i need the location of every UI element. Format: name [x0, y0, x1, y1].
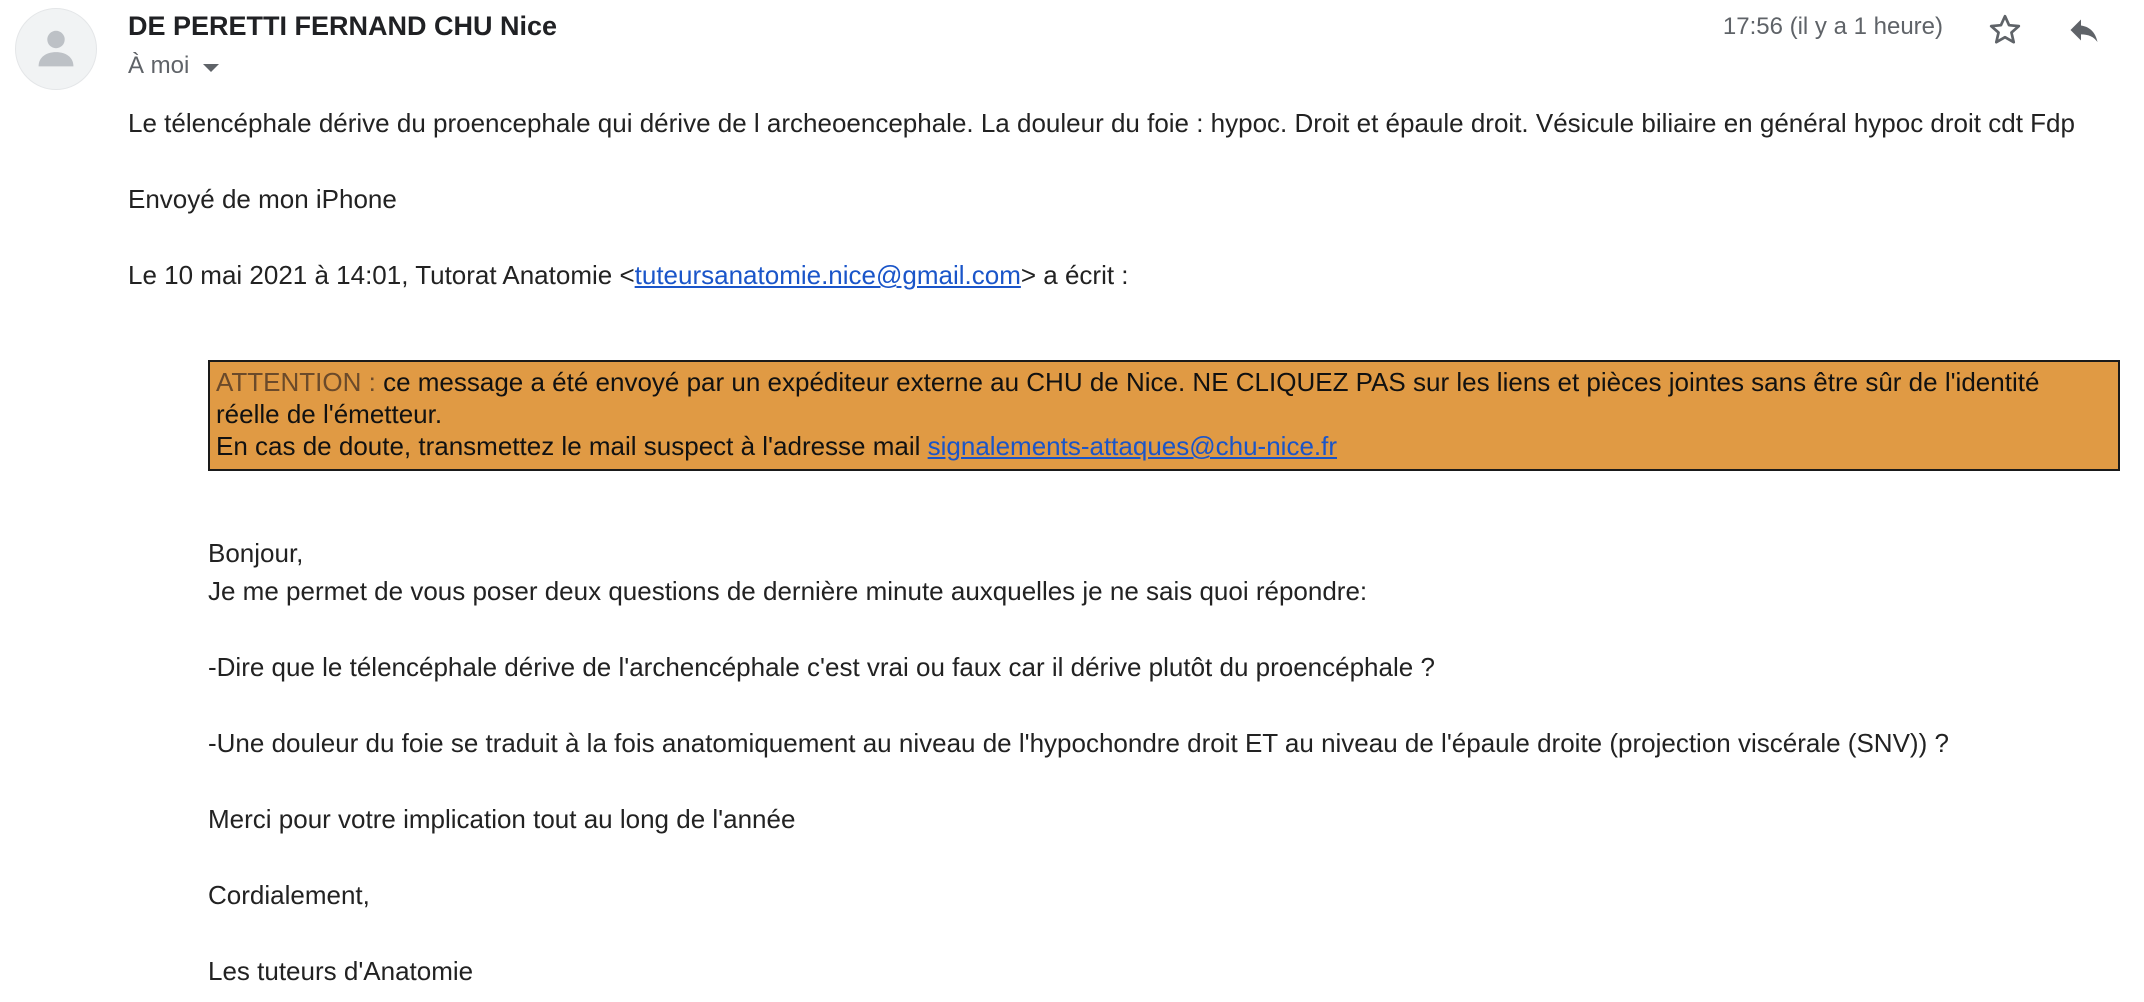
- sender-name[interactable]: DE PERETTI FERNAND CHU Nice: [128, 11, 558, 41]
- quoted-greeting: Bonjour,: [208, 538, 304, 568]
- reply-text: Le télencéphale dérive du proencephale qui dérive de l archeoencephale. La douleur du foie : hypoc. Droit et épaule droit. Vésicule biliaire en général hypoc droit cdt Fdp: [128, 108, 2075, 138]
- message-timestamp: 17:56 (il y a 1 heure): [1722, 13, 1943, 40]
- quoted-thanks: Merci pour votre implication tout au long de l'année: [208, 804, 796, 834]
- warning-line-1: [216, 366, 2112, 398]
- quoted-question-2: -Une douleur du foie se traduit à la fois anatomiquement au niveau de l'hypochondre droit ET au niveau de l'épaule droite (projection viscérale (SNV)) ?: [208, 728, 1949, 758]
- quoted-closing: Cordialement,: [208, 880, 370, 910]
- warning-line-2: réelle de l'émetteur.: [216, 399, 443, 429]
- person-icon: [37, 28, 75, 70]
- star-icon: [1987, 12, 2023, 48]
- reply-signature: Envoyé de mon iPhone: [128, 184, 397, 214]
- quoted-signature: Les tuteurs d'Anatomie: [208, 956, 474, 986]
- recipient-details-toggle[interactable]: [128, 52, 219, 80]
- quote-header-suffix: > a écrit :: [1020, 260, 1129, 290]
- recipient-label: À moi: [128, 52, 190, 79]
- warning-prefix: ATTENTION :: [216, 367, 384, 397]
- warning-text-1: ce message a été envoyé par un expéditeur externe au CHU de Nice. NE CLIQUEZ PAS sur les liens et pièces jointes sans être sûr de l'identité: [383, 367, 2040, 397]
- warning-text-3: En cas de doute, transmettez le mail suspect à l'adresse mail: [216, 431, 928, 461]
- star-button[interactable]: [1983, 8, 2027, 52]
- quoted-question-1: -Dire que le télencéphale dérive de l'archencéphale c'est vrai ou faux car il dérive plutôt du proencéphale ?: [208, 652, 1435, 682]
- quote-sender-email-link[interactable]: tuteursanatomie.nice@gmail.com: [634, 260, 1021, 290]
- reply-icon: [2066, 12, 2102, 48]
- reply-button[interactable]: [2062, 8, 2106, 52]
- quote-header-prefix: Le 10 mai 2021 à 14:01, Tutorat Anatomie <: [128, 260, 635, 290]
- sender-avatar: [15, 8, 97, 90]
- external-sender-warning: [208, 360, 2120, 471]
- report-email-link[interactable]: signalements-attaques@chu-nice.fr: [927, 431, 1338, 461]
- quoted-intro: Je me permet de vous poser deux questions de dernière minute auxquelles je ne sais quoi répondre:: [208, 576, 1368, 606]
- caret-down-icon[interactable]: [203, 64, 219, 72]
- quote-header: [128, 260, 1129, 291]
- warning-line-3: [216, 430, 2112, 462]
